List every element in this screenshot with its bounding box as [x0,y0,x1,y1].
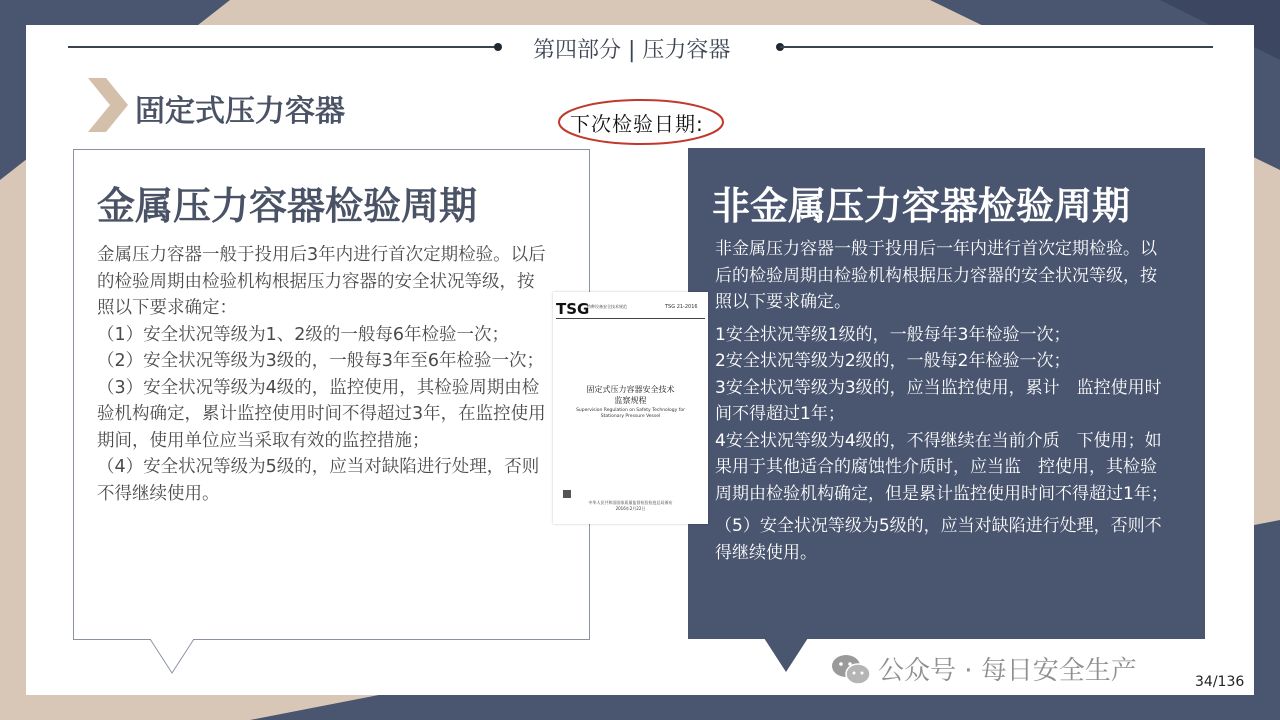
metal-line: （2）安全状况等级为3级的，一般每3年至6年检验一次； [97,351,545,371]
header-rule-left [68,46,498,48]
metal-card-pointer [150,639,194,675]
nonmetal-line: 4安全状况等级为4级的，不得继续在当前介质 下使用；如果用于其他适合的腐蚀性介质时，应当监 控使用，其检验周期由检验机构确定，但是累计监控使用时间不得超过1年； [715,430,1168,504]
nonmetal-line: 2安全状况等级为2级的，一般每2年检验一次； [715,351,1071,371]
nonmetal-card-title: 非金属压力容器检验周期 [712,184,1131,228]
wechat-icon [830,652,874,688]
metal-line: 金属压力容器一般于投用后3年内进行首次定期检验。以后的检验周期由检验机构根据压力容器的安全状况等级，按照以下要求确定： [97,245,546,318]
document-title-line: 固定式压力容器安全技术 [586,385,675,394]
document-logo: TSG [556,300,590,318]
watermark-text: 公众号 · 每日安全生产 [878,656,1137,686]
next-inspection-label: 下次检验日期: [570,112,704,136]
header-rule-right [780,46,1213,48]
document-subtitle: 特种设备安全技术规范 [587,304,627,309]
document-issuer-line: 中华人民共和国国家质量监督检验检疫总局颁布 [588,500,673,505]
chevron-icon [88,78,128,132]
section-title: 第四部分 | 压力容器 [533,38,731,63]
page-number: 34/136 [1195,674,1245,690]
document-issuer [553,500,708,512]
regulation-document-image [553,292,708,524]
document-title [553,384,708,406]
document-divider [556,318,705,319]
document-code: TSG 21-2016 [665,304,698,310]
document-date: 2016年2月22日 [615,506,646,511]
nonmetal-line: 非金属压力容器一般于投用后一年内进行首次定期检验。以后的检验周期由检验机构根据压力容器的安全状况等级，按照以下要求确定。 [715,239,1157,312]
metal-line: （1）安全状况等级为1、2级的一般每6年检验一次； [97,324,510,345]
metal-card-title: 金属压力容器检验周期 [97,184,478,228]
document-english-line: Supervision Regulation on Safety Technology for [576,408,685,413]
nonmetal-card-pointer [764,638,808,672]
header-dot-left [494,43,502,51]
metal-line: （4）安全状况等级为5级的，应当对缺陷进行处理，否则不得继续使用。 [97,457,540,504]
document-english-title [553,408,708,420]
document-title-line: 监察规程 [614,396,647,405]
metal-card-body [97,242,547,507]
page-heading: 固定式压力容器 [135,94,345,129]
nonmetal-line: 3安全状况等级为3级的，应当监控使用，累计 监控使用时间不得超过1年； [715,377,1162,424]
metal-line: （3）安全状况等级为4级的，监控使用，其检验周期由检验机构确定，累计监控使用时间不得超过3年，在监控使用期间，使用单位应当采取有效的监控措施； [97,377,546,451]
document-english-line: Stationary Pressure Vessel [600,414,661,419]
document-seal-icon [563,490,571,498]
nonmetal-card-body [715,236,1170,566]
nonmetal-line: 1安全状况等级1级的，一般每年3年检验一次； [715,324,1071,345]
nonmetal-line: （5）安全状况等级为5级的，应当对缺陷进行处理，否则不得继续使用。 [715,516,1162,563]
